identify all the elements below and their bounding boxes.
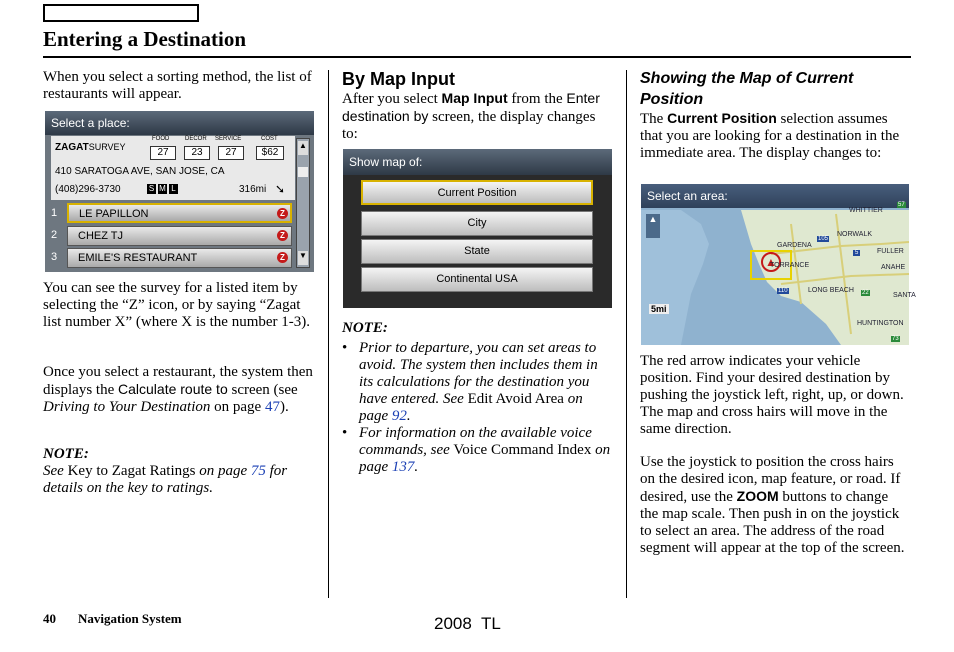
map-label: SANTA [893,292,916,299]
header-tab-box [43,4,199,22]
badge-m: M [159,184,166,193]
continental-usa-button[interactable]: Continental USA [361,267,593,292]
compass-icon: ▲ [646,214,660,238]
scroll-up-icon[interactable]: ▲ [298,141,308,155]
map-label: FULLER [877,248,904,255]
row-number: 2 [51,229,58,241]
zagat-z-icon[interactable]: Z [277,230,288,241]
row-number: 3 [51,251,58,263]
badge-l: L [169,184,178,194]
screen-header: Select an area: [641,184,909,208]
decor-score: 23 [184,146,210,160]
restaurant-address: 410 SARATOGA AVE, SAN JOSE, CA [55,166,225,177]
map-label: WHITTIER [849,207,883,214]
screen-header: Select a place: [45,111,314,135]
select-area-map-screen [641,184,916,345]
footer-model: 2008 TL [434,614,501,633]
current-position-button[interactable]: Current Position [361,180,593,205]
route-shield: 73 [892,336,899,342]
page-title: Entering a Destination [43,27,247,51]
show-map-of-screen [343,149,612,308]
map-label: NORWALK [837,231,873,238]
city-button[interactable]: City [361,211,593,236]
col1-paragraph-2: You can see the survey for a listed item by selecting the “Z” icon, or by saying “Zagat list number X” (where X is the number 1-3). [43,280,311,330]
list-item[interactable]: CHEZ TJ [67,226,292,246]
page-link[interactable]: 75 [250,463,266,479]
page-link[interactable]: 47 [264,399,280,415]
screen-header: Show map of: [343,149,612,175]
map-label: LONG BEACH [808,287,854,294]
map-scale: 5mi [651,304,667,314]
restaurant-phone: (408)296-3730 [55,184,121,195]
map-label: ANAHE [881,264,906,271]
col3-paragraph-3: Use the joystick to position the cross hairs on the desired icon, map feature, or road. If desired, use the ZOOM buttons to change the map scale. Then push in on the joystick to select an area. The address of the road segment will appear at the top of the screen. [640,454,905,556]
badge-s: S [148,184,155,193]
route-shield: 110 [778,288,788,294]
scroll-thumb[interactable] [298,167,308,177]
column-divider-2 [626,70,627,598]
route-shield: 5 [855,250,859,256]
map-label: HUNTINGTON [857,320,904,327]
cost-value: $62 [256,146,284,160]
zagat-z-icon[interactable]: Z [277,208,288,219]
route-shield: 105 [818,236,829,242]
col1-paragraph-3: Once you select a restaurant, the system then displays the Calculate route to screen (see Driving to Your Destination on page 47). [43,364,313,415]
col-cost-label: COST [261,136,278,142]
page-link[interactable]: 137 [391,459,415,475]
section-heading-current-position: Showing the Map of Current Position [640,70,854,108]
route-shield: 22 [862,290,869,296]
title-rule [43,56,911,58]
col2-note-bullets [342,340,614,476]
restaurant-distance: 316mi [239,184,267,195]
col3-paragraph-1: The Current Position selection assumes that you are looking for a destination in the immediate area. The display changes to: [640,110,900,161]
service-score: 27 [218,146,244,160]
zagat-logo: ZAGATSURVEY [55,142,126,153]
footer-section: Navigation System [78,611,182,626]
col1-intro: When you select a sorting method, the list of restaurants will appear. [43,69,312,102]
list-scrollbar[interactable] [296,138,310,268]
vehicle-position-arrow-icon: ▲ [761,252,781,272]
restaurant-list-screen [45,111,314,272]
section-heading-map-input: By Map Input [342,69,455,89]
col1-note: See Key to Zagat Ratings on page 75 for details on the key to ratings. [43,463,288,496]
list-item[interactable]: LE PAPILLON [67,203,292,223]
list-item[interactable]: EMILE'S RESTAURANT [67,248,292,268]
col-decor-label: DECOR [185,136,207,142]
direction-arrow-icon: ➘ [275,182,286,196]
note-bullet: • For information on the available voice commands, see Voice Command Index on page 137. [342,425,611,475]
note-bullet: • Prior to departure, you can set areas to avoid. The system then includes them in its calculations for the destination you have entered. See Edit Avoid Area on page 92. [342,340,598,424]
page-number: 40 [43,611,56,626]
zagat-z-icon[interactable]: Z [277,252,288,263]
map-label: TORRANCE [770,262,810,269]
page-link[interactable]: 92 [391,408,407,424]
row-number: 1 [51,207,58,219]
map-label: GARDENA [777,242,812,249]
col2-note-label: NOTE: [342,320,388,336]
col2-paragraph-1: After you select Map Input from the Enter destination by screen, the display changes to: [342,90,600,142]
route-shield: 57 [898,202,905,208]
state-button[interactable]: State [361,239,593,264]
col3-paragraph-2: The red arrow indicates your vehicle position. Find your desired destination by pushing the joystick left, right, up, or down. The map and cross hairs will move in the same direction. [640,353,904,437]
column-divider-1 [328,70,329,598]
scroll-down-icon[interactable]: ▼ [298,251,308,265]
col-food-label: FOOD [152,136,170,142]
col-service-label: SERVICE [215,136,242,142]
survey-panel [51,136,295,200]
food-score: 27 [150,146,176,160]
col1-note-label: NOTE: [43,446,89,462]
